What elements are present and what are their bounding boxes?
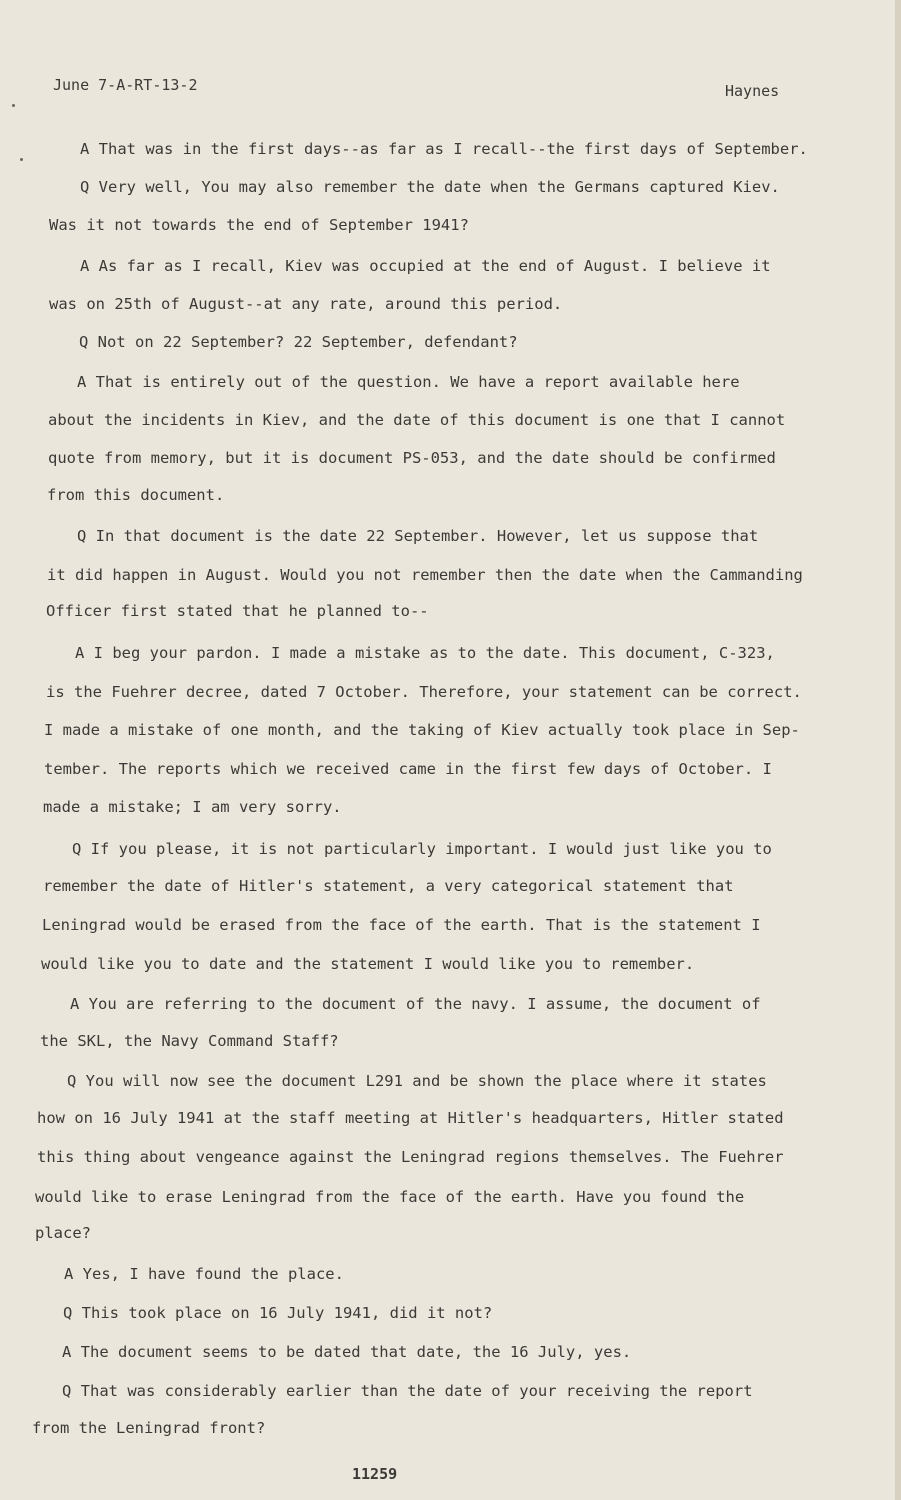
transcript-line: tember. The reports which we received came in the first few days of October. I (44, 760, 772, 778)
transcript-line: is the Fuehrer decree, dated 7 October. Therefore, your statement can be correct. (46, 683, 802, 701)
transcript-line: A That is entirely out of the question. We have a report available here (77, 373, 740, 391)
transcript-line: quote from memory, but it is document PS-053, and the date should be confirmed (48, 449, 776, 467)
header-reference: June 7-A-RT-13-2 (53, 76, 198, 94)
transcript-line: would like you to date and the statement I would like you to remember. (41, 955, 695, 973)
transcript-line: Q If you please, it is not particularly important. I would just like you to (72, 840, 772, 858)
transcript-line: was on 25th of August--at any rate, around this period. (49, 295, 563, 313)
transcript-line: made a mistake; I am very sorry. (43, 798, 342, 816)
transcript-line: Q This took place on 16 July 1941, did it not? (63, 1304, 493, 1322)
transcript-line: A As far as I recall, Kiev was occupied at the end of August. I believe it (80, 257, 771, 275)
transcript-line: Q Very well, You may also remember the date when the Germans captured Kiev. (80, 178, 780, 196)
transcript-line: Leningrad would be erased from the face of the earth. That is the statement I (42, 916, 761, 934)
transcript-line: remember the date of Hitler's statement, a very categorical statement that (43, 877, 734, 895)
transcript-line: the SKL, the Navy Command Staff? (40, 1032, 339, 1050)
transcript-line: would like to erase Leningrad from the face of the earth. Have you found the (35, 1188, 745, 1206)
transcript-line: this thing about vengeance against the Leningrad regions themselves. The Fuehrer (37, 1148, 784, 1166)
transcript-line: from the Leningrad front? (32, 1419, 266, 1437)
transcript-line: I made a mistake of one month, and the taking of Kiev actually took place in Sep- (44, 721, 800, 739)
transcript-line: Was it not towards the end of September 1941? (49, 216, 469, 234)
transcript-line: Officer first stated that he planned to-- (46, 602, 429, 620)
transcript-line: Q You will now see the document L291 and be shown the place where it states (67, 1072, 767, 1090)
transcript-line: A That was in the first days--as far as I recall--the first days of September. (80, 140, 808, 158)
transcript-line: place? (35, 1224, 91, 1242)
transcript-line: A You are referring to the document of the navy. I assume, the document of (70, 995, 761, 1013)
transcript-line: A The document seems to be dated that date, the 16 July, yes. (62, 1343, 632, 1361)
page-number: 11259 (352, 1465, 398, 1483)
header-reporter: Haynes (725, 82, 780, 100)
transcript-line: Q That was considerably earlier than the date of your receiving the report (62, 1382, 753, 1400)
transcript-line: A Yes, I have found the place. (64, 1265, 344, 1283)
transcript-line: how on 16 July 1941 at the staff meeting at Hitler's headquarters, Hitler stated (37, 1109, 784, 1127)
transcript-line: it did happen in August. Would you not remember then the date when the Cammanding (47, 566, 803, 584)
transcript-line: A I beg your pardon. I made a mistake as to the date. This document, C-323, (75, 644, 775, 662)
transcript-line: about the incidents in Kiev, and the date of this document is one that I cannot (48, 411, 786, 429)
transcript-line: Q Not on 22 September? 22 September, defendant? (79, 333, 518, 351)
transcript-line: from this document. (47, 486, 225, 504)
transcript-line: Q In that document is the date 22 September. However, let us suppose that (77, 527, 759, 545)
